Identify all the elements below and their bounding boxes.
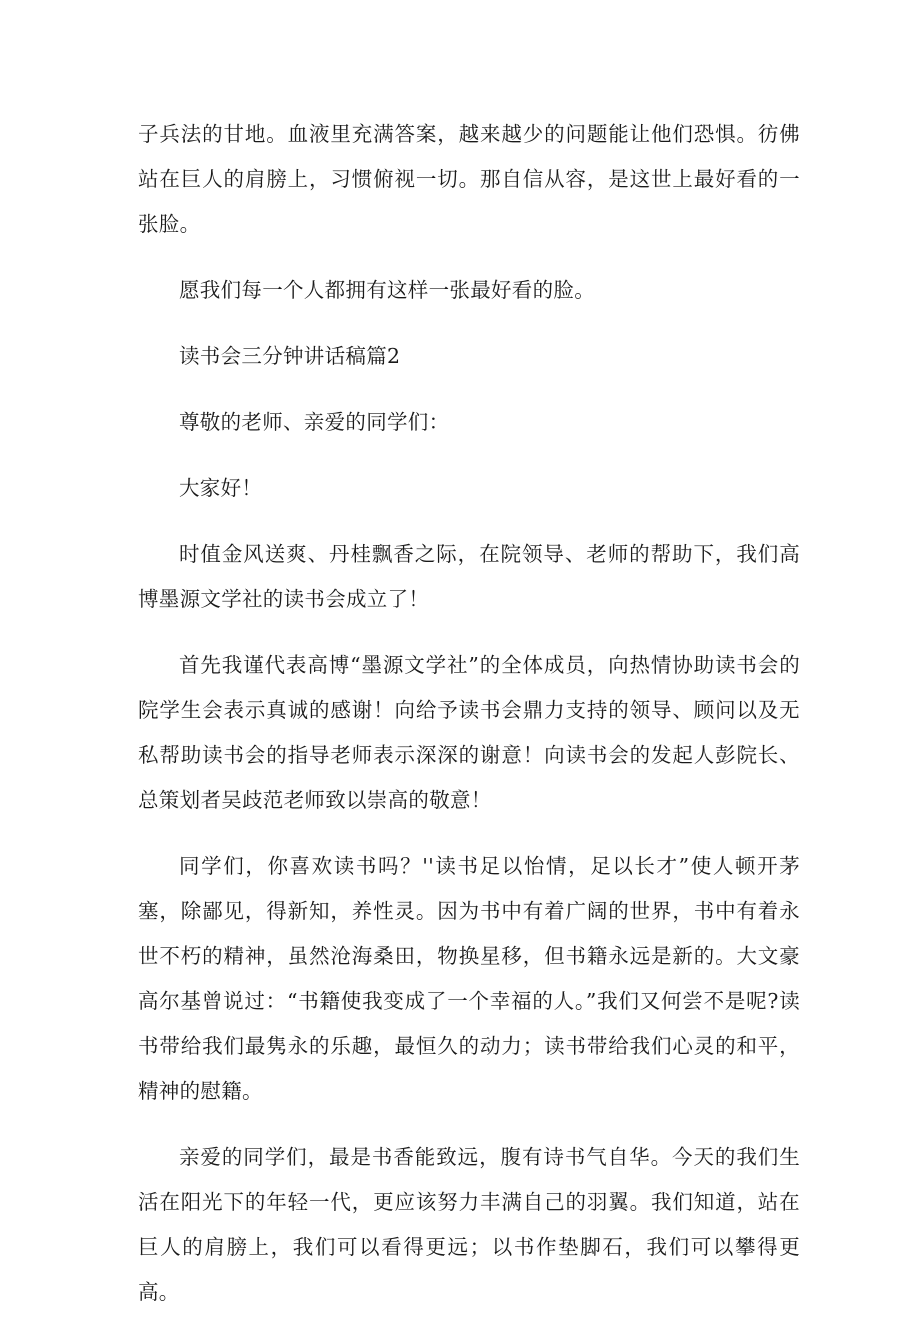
salutation: 尊敬的老师、亲爱的同学们：	[179, 410, 450, 434]
greeting: 大家好！	[179, 476, 263, 500]
paragraph-continuation: 子兵法的甘地。血液里充满答案，越来越少的问题能让他们恐惧。彷佛站在巨人的肩膀上，习惯俯视一切。那自信从容，是这世上最好看的一张脸。	[138, 122, 800, 236]
paragraph-reading: 同学们，你喜欢读书吗？''读书足以怡情，足以长才”使人顿开茅塞，除鄙见，得新知，养性灵。因为书中有着广阔的世界，书中有着永世不朽的精神，虽然沧海桑田，物换星移，但书籍永远是新的。大文豪高尔基曾说过：“书籍使我变成了一个幸福的人。”我们又何尝不是呢?读书带给我们最隽永的乐趣，最恒久的动力；读书带给我们心灵的和平，精神的慰籍。	[138, 854, 800, 1103]
document-page	[138, 112, 800, 1336]
paragraph-wish: 愿我们每一个人都拥有这样一张最好看的脸。	[179, 278, 595, 302]
paragraph-closing: 亲爱的同学们，最是书香能致远，腹有诗书气自华。今天的我们生活在阳光下的年轻一代，更应该努力丰满自己的羽翼。我们知道，站在巨人的肩膀上，我们可以看得更远；以书作垫脚石，我们可以攀得更高。	[138, 1145, 800, 1304]
paragraph-thanks: 首先我谨代表高博“墨源文学社”的全体成员，向热情协助读书会的院学生会表示真诚的感谢！向给予读书会鼎力支持的领导、顾问以及无私帮助读书会的指导老师表示深深的谢意！向读书会的发起人彭院长、总策划者吴歧范老师致以崇高的敬意！	[138, 653, 800, 812]
section-heading: 读书会三分钟讲话稿篇2	[179, 344, 401, 368]
paragraph-founding: 时值金风送爽、丹桂飘香之际，在院领导、老师的帮助下，我们高博墨源文学社的读书会成立了！	[138, 542, 800, 611]
